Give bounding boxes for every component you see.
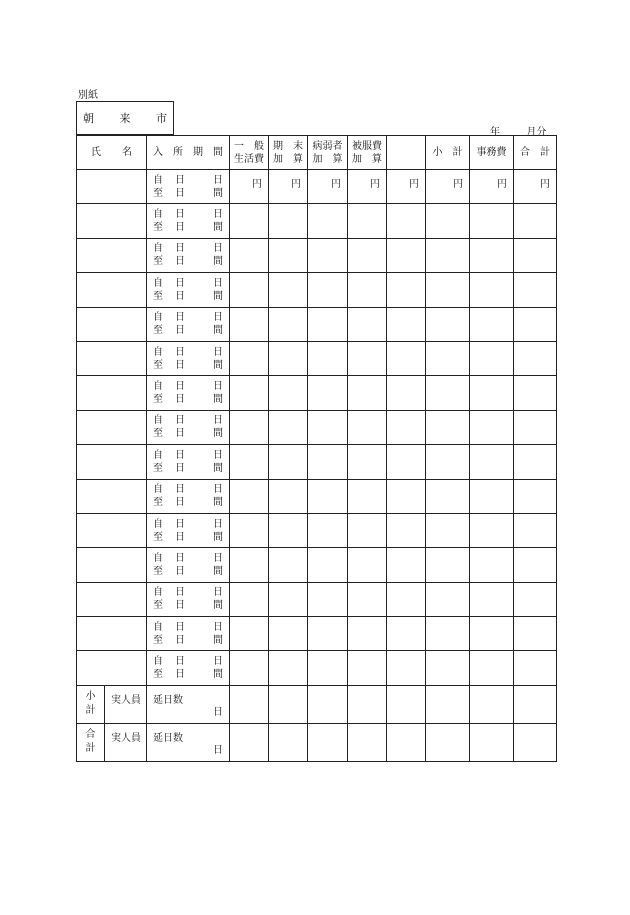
table-row — [77, 376, 557, 410]
amount-cell[interactable] — [348, 651, 387, 685]
header-clothing: 被服費 加 算 — [348, 136, 387, 170]
amount-cell[interactable] — [470, 548, 514, 582]
amount-cell[interactable] — [230, 685, 269, 723]
amount-cell[interactable] — [308, 651, 348, 685]
amount-cell[interactable] — [348, 582, 387, 616]
amount-cell[interactable] — [426, 685, 470, 723]
amount-cell[interactable] — [470, 273, 514, 307]
allowance-table — [76, 135, 557, 762]
amount-cell[interactable] — [387, 651, 426, 685]
amount-cell[interactable] — [348, 307, 387, 341]
amount-cell[interactable] — [387, 170, 426, 204]
table-row — [77, 651, 557, 685]
header-subtotal: 小 計 — [426, 136, 470, 170]
yen-unit: 円 — [540, 179, 550, 190]
name-cell[interactable] — [77, 410, 147, 444]
header-sick: 病弱者 加 算 — [308, 136, 348, 170]
yen-unit: 円 — [252, 179, 262, 190]
city-box — [76, 101, 174, 135]
yen-unit: 円 — [370, 179, 380, 190]
amount-cell[interactable] — [269, 651, 308, 685]
amount-cell[interactable] — [230, 341, 269, 375]
yen-unit: 円 — [453, 179, 463, 190]
amount-cell[interactable] — [308, 170, 348, 204]
amount-cell[interactable] — [269, 376, 308, 410]
table-row — [77, 170, 557, 204]
amount-cell[interactable] — [348, 685, 387, 723]
table-row — [77, 238, 557, 272]
name-cell[interactable] — [77, 617, 147, 651]
amount-cell[interactable] — [308, 273, 348, 307]
header-office: 事務費 — [470, 136, 514, 170]
amount-cell[interactable] — [514, 548, 557, 582]
amount-cell[interactable] — [269, 341, 308, 375]
header-general-living: 一 般 生活費 — [230, 136, 269, 170]
amount-cell[interactable] — [470, 513, 514, 547]
name-cell[interactable] — [77, 376, 147, 410]
name-cell[interactable] — [77, 582, 147, 616]
subtotal-row — [77, 685, 557, 723]
amount-cell[interactable] — [348, 376, 387, 410]
amount-cell[interactable] — [470, 685, 514, 723]
amount-cell[interactable] — [230, 410, 269, 444]
amount-cell[interactable] — [470, 204, 514, 238]
amount-cell[interactable] — [470, 376, 514, 410]
amount-cell[interactable] — [387, 307, 426, 341]
period-cell[interactable]: 自 日 日間 至 日 — [147, 410, 230, 444]
amount-cell[interactable] — [387, 341, 426, 375]
amount-cell[interactable] — [426, 376, 470, 410]
days-cell[interactable]: 延日数 日 — [147, 723, 230, 761]
amount-cell[interactable] — [348, 341, 387, 375]
yen-unit: 円 — [291, 179, 301, 190]
amount-cell[interactable] — [514, 445, 557, 479]
amount-cell[interactable] — [426, 548, 470, 582]
amount-cell[interactable] — [426, 723, 470, 761]
name-cell[interactable] — [77, 548, 147, 582]
amount-cell[interactable] — [387, 479, 426, 513]
amount-cell[interactable] — [308, 723, 348, 761]
amount-cell[interactable] — [348, 410, 387, 444]
amount-cell[interactable] — [514, 479, 557, 513]
amount-cell[interactable] — [348, 617, 387, 651]
amount-cell[interactable] — [308, 445, 348, 479]
amount-cell[interactable] — [470, 445, 514, 479]
amount-cell[interactable] — [308, 204, 348, 238]
amount-cell[interactable] — [230, 238, 269, 272]
amount-cell[interactable] — [470, 410, 514, 444]
amount-cell[interactable] — [230, 651, 269, 685]
amount-cell[interactable] — [426, 238, 470, 272]
amount-cell[interactable] — [269, 548, 308, 582]
total-row-label: 合 計 — [77, 723, 105, 761]
amount-cell[interactable] — [387, 513, 426, 547]
amount-cell[interactable] — [387, 376, 426, 410]
amount-cell[interactable] — [470, 617, 514, 651]
amount-cell[interactable] — [308, 513, 348, 547]
amount-cell[interactable] — [230, 376, 269, 410]
amount-cell[interactable] — [514, 170, 557, 204]
amount-cell[interactable] — [426, 617, 470, 651]
amount-cell[interactable] — [514, 273, 557, 307]
amount-cell[interactable] — [269, 307, 308, 341]
amount-cell[interactable] — [426, 307, 470, 341]
amount-cell[interactable] — [387, 723, 426, 761]
amount-cell[interactable] — [348, 273, 387, 307]
amount-cell[interactable] — [514, 410, 557, 444]
amount-cell[interactable] — [426, 513, 470, 547]
amount-cell[interactable] — [387, 617, 426, 651]
amount-cell[interactable] — [308, 617, 348, 651]
amount-cell[interactable] — [387, 582, 426, 616]
amount-cell[interactable] — [269, 479, 308, 513]
amount-cell[interactable] — [387, 685, 426, 723]
amount-cell[interactable] — [308, 341, 348, 375]
amount-cell[interactable] — [514, 582, 557, 616]
period-cell[interactable]: 自 日 日間 至 日 — [147, 582, 230, 616]
amount-cell[interactable] — [308, 376, 348, 410]
amount-cell[interactable] — [514, 238, 557, 272]
amount-cell[interactable] — [308, 479, 348, 513]
amount-cell[interactable] — [387, 238, 426, 272]
period-cell[interactable]: 自 日 日間 至 日 — [147, 617, 230, 651]
city-char-3: 市 — [156, 112, 167, 125]
amount-cell[interactable] — [230, 723, 269, 761]
amount-cell[interactable] — [269, 685, 308, 723]
subtotal-row-label: 小 計 — [77, 685, 105, 723]
amount-cell[interactable] — [426, 273, 470, 307]
amount-cell[interactable] — [348, 204, 387, 238]
amount-cell[interactable] — [470, 651, 514, 685]
amount-cell[interactable] — [470, 582, 514, 616]
table-row — [77, 273, 557, 307]
period-cell[interactable]: 自 日 日間 至 日 — [147, 479, 230, 513]
period-cell[interactable]: 自 日 日間 至 日 — [147, 273, 230, 307]
amount-cell[interactable] — [269, 410, 308, 444]
period-cell[interactable]: 自 日 日間 至 日 — [147, 341, 230, 375]
amount-cell[interactable] — [514, 204, 557, 238]
amount-cell[interactable] — [514, 651, 557, 685]
amount-cell[interactable] — [269, 582, 308, 616]
table-row — [77, 582, 557, 616]
amount-cell[interactable] — [387, 204, 426, 238]
table-row — [77, 548, 557, 582]
amount-cell[interactable] — [230, 170, 269, 204]
period-cell[interactable]: 自 日 日間 至 日 — [147, 513, 230, 547]
amount-cell[interactable] — [230, 617, 269, 651]
name-cell[interactable] — [77, 341, 147, 375]
header-name: 氏 名 — [77, 136, 147, 170]
amount-cell[interactable] — [348, 238, 387, 272]
header-blank — [387, 136, 426, 170]
amount-cell[interactable] — [426, 651, 470, 685]
period-cell[interactable]: 自 日 日間 至 日 — [147, 238, 230, 272]
amount-cell[interactable] — [230, 204, 269, 238]
header-total: 合 計 — [514, 136, 557, 170]
amount-cell[interactable] — [514, 376, 557, 410]
period-cell[interactable]: 自 日 日間 至 日 — [147, 376, 230, 410]
amount-cell[interactable] — [514, 307, 557, 341]
amount-cell[interactable] — [269, 513, 308, 547]
amount-cell[interactable] — [348, 513, 387, 547]
table-row — [77, 307, 557, 341]
amount-cell[interactable] — [387, 548, 426, 582]
amount-cell[interactable] — [269, 238, 308, 272]
name-cell[interactable] — [77, 445, 147, 479]
amount-cell[interactable] — [230, 479, 269, 513]
amount-cell[interactable] — [514, 513, 557, 547]
name-cell[interactable] — [77, 170, 147, 204]
amount-cell[interactable] — [426, 479, 470, 513]
period-cell[interactable]: 自 日 日間 至 日 — [147, 445, 230, 479]
amount-cell[interactable] — [348, 479, 387, 513]
amount-cell[interactable] — [426, 445, 470, 479]
amount-cell[interactable] — [308, 410, 348, 444]
amount-cell[interactable] — [514, 341, 557, 375]
amount-cell[interactable] — [426, 410, 470, 444]
amount-cell[interactable] — [387, 410, 426, 444]
amount-cell[interactable] — [348, 170, 387, 204]
table-row — [77, 410, 557, 444]
name-cell[interactable] — [77, 513, 147, 547]
amount-cell[interactable] — [348, 548, 387, 582]
amount-cell[interactable] — [230, 445, 269, 479]
table-row — [77, 341, 557, 375]
amount-cell[interactable] — [470, 341, 514, 375]
amount-cell[interactable] — [308, 238, 348, 272]
period-cell[interactable]: 自 日 日間 至 日 — [147, 307, 230, 341]
table-row — [77, 479, 557, 513]
amount-cell[interactable] — [514, 617, 557, 651]
amount-cell[interactable] — [426, 170, 470, 204]
amount-cell[interactable] — [387, 445, 426, 479]
city-char-2: 来 — [119, 112, 131, 125]
amount-cell[interactable] — [514, 723, 557, 761]
total-row — [77, 723, 557, 761]
amount-cell[interactable] — [470, 307, 514, 341]
table-row — [77, 445, 557, 479]
header-period: 入 所 期 間 — [147, 136, 230, 170]
attachment-label: 別紙 — [78, 90, 98, 101]
yen-unit: 円 — [497, 179, 507, 190]
header-year-end: 期 末 加 算 — [269, 136, 308, 170]
name-cell[interactable] — [77, 479, 147, 513]
amount-cell[interactable] — [387, 273, 426, 307]
name-cell[interactable] — [77, 651, 147, 685]
days-cell[interactable]: 延日数 日 — [147, 685, 230, 723]
yen-unit: 円 — [409, 179, 419, 190]
yen-unit: 円 — [331, 179, 341, 190]
table-row — [77, 617, 557, 651]
amount-cell[interactable] — [230, 307, 269, 341]
amount-cell[interactable] — [426, 204, 470, 238]
amount-cell[interactable] — [230, 548, 269, 582]
name-cell[interactable] — [77, 273, 147, 307]
amount-cell[interactable] — [269, 204, 308, 238]
year-label: 年 — [490, 127, 500, 138]
amount-cell[interactable] — [269, 723, 308, 761]
amount-cell[interactable] — [269, 445, 308, 479]
amount-cell[interactable] — [470, 238, 514, 272]
amount-cell[interactable] — [230, 273, 269, 307]
amount-cell[interactable] — [230, 582, 269, 616]
amount-cell[interactable] — [230, 513, 269, 547]
amount-cell[interactable] — [308, 307, 348, 341]
table-row — [77, 513, 557, 547]
name-cell[interactable] — [77, 204, 147, 238]
city-char-1: 朝 — [83, 112, 94, 125]
amount-cell[interactable] — [308, 685, 348, 723]
table-row — [77, 204, 557, 238]
period-cell[interactable]: 自 日 日間 至 日 — [147, 651, 230, 685]
period-cell[interactable]: 自 日 日間 至 日 — [147, 170, 230, 204]
amount-cell[interactable] — [426, 582, 470, 616]
amount-cell[interactable] — [426, 341, 470, 375]
name-cell[interactable] — [77, 238, 147, 272]
amount-cell[interactable] — [470, 479, 514, 513]
name-cell[interactable] — [77, 307, 147, 341]
amount-cell[interactable] — [269, 170, 308, 204]
amount-cell[interactable] — [348, 723, 387, 761]
amount-cell[interactable] — [470, 723, 514, 761]
amount-cell[interactable] — [269, 617, 308, 651]
period-cell[interactable]: 自 日 日間 至 日 — [147, 548, 230, 582]
month-label: 月分 — [526, 127, 547, 138]
persons-cell[interactable]: 実人員 — [105, 685, 147, 723]
amount-cell[interactable] — [308, 582, 348, 616]
amount-cell[interactable] — [308, 548, 348, 582]
amount-cell[interactable] — [269, 273, 308, 307]
amount-cell[interactable] — [514, 685, 557, 723]
amount-cell[interactable] — [470, 170, 514, 204]
persons-cell[interactable]: 実人員 — [105, 723, 147, 761]
amount-cell[interactable] — [348, 445, 387, 479]
period-cell[interactable]: 自 日 日間 至 日 — [147, 204, 230, 238]
